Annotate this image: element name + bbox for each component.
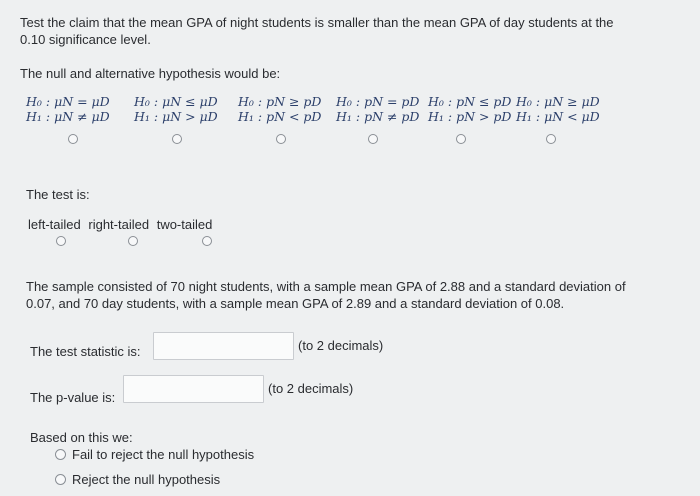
hypothesis-h0: H₀ : pN ≤ pD xyxy=(428,94,512,109)
question-line-2: 0.10 significance level. xyxy=(20,32,151,47)
hypothesis-h0: H₀ : pN = pD xyxy=(336,94,420,109)
hypotheses-prompt: The null and alternative hypothesis would be: xyxy=(20,66,281,81)
p-value-hint: (to 2 decimals) xyxy=(268,381,354,396)
option-two-tailed-label: two-tailed xyxy=(156,217,213,232)
radio-button[interactable] xyxy=(546,134,556,144)
test-statistic-label: The test statistic is: xyxy=(30,344,141,359)
test-type-prompt: The test is: xyxy=(26,187,90,202)
test-statistic-hint: (to 2 decimals) xyxy=(298,338,384,353)
option-label: Fail to reject the null hypothesis xyxy=(72,447,255,462)
radio-two-tailed[interactable] xyxy=(202,236,212,246)
hypothesis-option-3[interactable] xyxy=(238,94,346,124)
radio-button[interactable] xyxy=(276,134,286,144)
radio-left-tailed[interactable] xyxy=(56,236,66,246)
conclusion-prompt: Based on this we: xyxy=(30,430,133,445)
radio-button[interactable] xyxy=(55,474,66,485)
radio-button[interactable] xyxy=(68,134,78,144)
hypothesis-h1: H₁ : μN < μD xyxy=(516,109,600,124)
option-label: Reject the null hypothesis xyxy=(72,472,221,487)
hypothesis-option-6[interactable] xyxy=(516,94,624,124)
hypothesis-option-1[interactable] xyxy=(26,94,134,124)
hypothesis-h0: H₀ : μN ≥ μD xyxy=(516,94,600,109)
radio-right-tailed[interactable] xyxy=(128,236,138,246)
option-left-tailed-label: left-tailed xyxy=(28,217,81,232)
hypothesis-h1: H₁ : pN < pD xyxy=(238,109,322,124)
hypothesis-h1: H₁ : pN > pD xyxy=(428,109,512,124)
test-statistic-input[interactable] xyxy=(153,332,294,360)
hypothesis-h1: H₁ : μN > μD xyxy=(134,109,218,124)
radio-button[interactable] xyxy=(172,134,182,144)
hypothesis-h1: H₁ : μN ≠ μD xyxy=(26,109,110,124)
radio-button[interactable] xyxy=(55,449,66,460)
hypothesis-option-2[interactable] xyxy=(134,94,242,124)
sample-line-1: The sample consisted of 70 night students, with a sample mean GPA of 2.88 and a standard deviation of xyxy=(26,279,626,294)
hypothesis-h0: H₀ : μN ≤ μD xyxy=(134,94,218,109)
question-line-1: Test the claim that the mean GPA of night students is smaller than the mean GPA of day students at the xyxy=(20,15,614,30)
sample-line-2: 0.07, and 70 day students, with a sample mean GPA of 2.89 and a standard deviation of 0.08. xyxy=(26,296,565,311)
question-text xyxy=(20,14,690,48)
option-reject[interactable] xyxy=(55,472,220,487)
radio-button[interactable] xyxy=(456,134,466,144)
hypothesis-h0: H₀ : μN = μD xyxy=(26,94,110,109)
radio-button[interactable] xyxy=(368,134,378,144)
hypothesis-h1: H₁ : pN ≠ pD xyxy=(336,109,420,124)
sample-description xyxy=(26,278,691,312)
option-right-tailed-label: right-tailed xyxy=(88,217,150,232)
test-type-options xyxy=(28,216,248,233)
hypothesis-options xyxy=(26,94,686,154)
option-fail-to-reject[interactable] xyxy=(55,447,254,462)
p-value-label: The p-value is: xyxy=(30,390,116,405)
hypothesis-h0: H₀ : pN ≥ pD xyxy=(238,94,322,109)
p-value-input[interactable] xyxy=(123,375,264,403)
